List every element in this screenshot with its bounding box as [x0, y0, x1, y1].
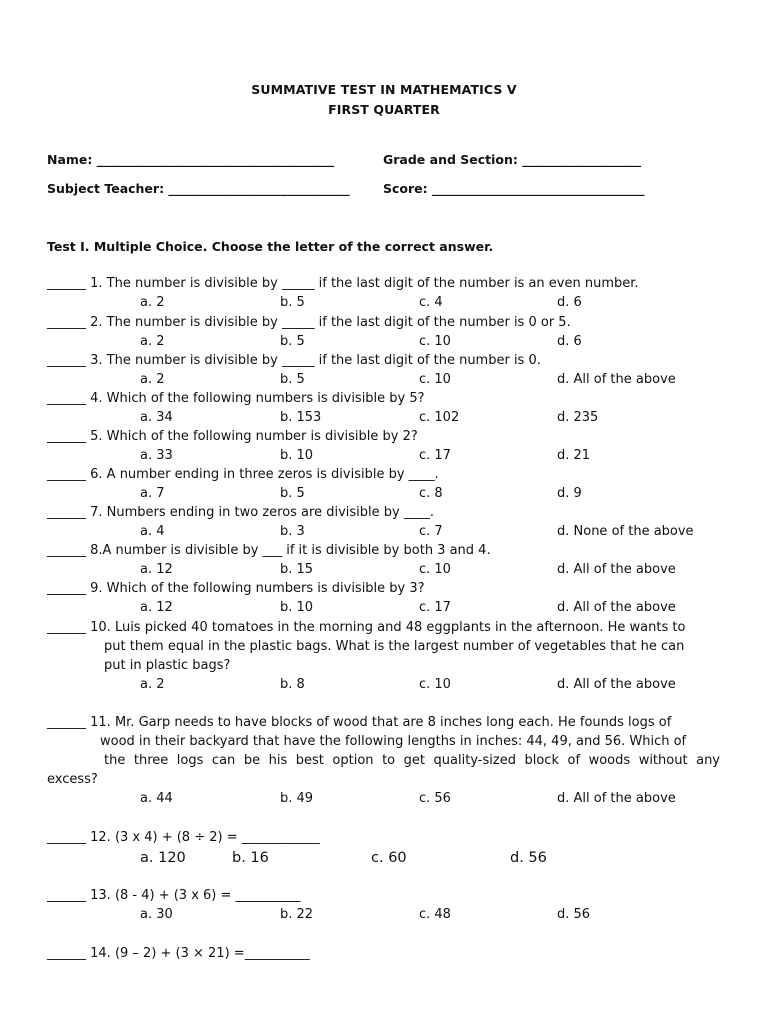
question-11-line-1: ______ 11. Mr. Garp needs to have blocks of wood that are 8 inches long each. He founds logs of	[47, 715, 672, 730]
question-10-line-2: put them equal in the plastic bags. What is the largest number of vegetables that he can	[104, 639, 685, 654]
q12-option-c: c. 60	[371, 850, 407, 866]
question-3: ______ 3. The number is divisible by _____ if the last digit of the number is 0.	[47, 353, 541, 368]
question-6: ______ 6. A number ending in three zeros is divisible by ____.	[47, 467, 439, 482]
test-title: SUMMATIVE TEST IN MATHEMATICS V	[251, 82, 517, 97]
q1-option-b: b. 5	[280, 295, 305, 310]
question-10-line-1: ______ 10. Luis picked 40 tomatoes in the morning and 48 eggplants in the afternoon. He wants to	[47, 620, 686, 635]
q11-option-c: c. 56	[419, 791, 451, 806]
question-8: ______ 8.A number is divisible by ___ if it is divisible by both 3 and 4.	[47, 543, 491, 558]
question-10-line-3: put in plastic bags?	[104, 658, 231, 673]
q2-option-b: b. 5	[280, 334, 305, 349]
q5-option-b: b. 10	[280, 448, 314, 463]
q10-option-b: b. 8	[280, 677, 305, 692]
q8-option-a: a. 12	[140, 562, 173, 577]
question-11-line-3: the three logs can be his best option to get quality-sized block of woods without any	[104, 753, 720, 768]
question-5: ______ 5. Which of the following number is divisible by 2?	[47, 429, 418, 444]
q2-option-c: c. 10	[419, 334, 451, 349]
q10-option-d: d. All of the above	[557, 677, 676, 692]
question-7: ______ 7. Numbers ending in two zeros are divisible by ____.	[47, 505, 434, 520]
q6-option-d: d. 9	[557, 486, 582, 501]
q3-option-b: b. 5	[280, 372, 305, 387]
test-subtitle: FIRST QUARTER	[328, 102, 440, 117]
q1-option-c: c. 4	[419, 295, 443, 310]
q10-option-c: c. 10	[419, 677, 451, 692]
question-11-line-4: excess?	[47, 772, 98, 787]
q12-option-b: b. 16	[232, 850, 269, 866]
q9-option-b: b. 10	[280, 600, 314, 615]
question-11-line-2: wood in their backyard that have the following lengths in inches: 44, 49, and 56. Which of	[100, 734, 687, 749]
q1-option-a: a. 2	[140, 295, 165, 310]
q9-option-a: a. 12	[140, 600, 173, 615]
question-14: ______ 14. (9 – 2) + (3 × 21) =__________	[47, 946, 310, 961]
question-2: ______ 2. The number is divisible by _____ if the last digit of the number is 0 or 5.	[47, 315, 571, 330]
q3-option-a: a. 2	[140, 372, 165, 387]
q9-option-c: c. 17	[419, 600, 451, 615]
question-4: ______ 4. Which of the following numbers is divisible by 5?	[47, 391, 425, 406]
q7-option-a: a. 4	[140, 524, 165, 539]
question-9: ______ 9. Which of the following numbers is divisible by 3?	[47, 581, 425, 596]
q6-option-a: a. 7	[140, 486, 165, 501]
question-1: ______ 1. The number is divisible by _____ if the last digit of the number is an even number.	[47, 276, 639, 291]
q1-option-d: d. 6	[557, 295, 582, 310]
q4-option-b: b. 153	[280, 410, 322, 425]
q8-option-b: b. 15	[280, 562, 314, 577]
subject-teacher-field: Subject Teacher: _____________________________	[47, 181, 350, 196]
q11-option-b: b. 49	[280, 791, 314, 806]
q5-option-c: c. 17	[419, 448, 451, 463]
q7-option-c: c. 7	[419, 524, 443, 539]
q12-option-d: d. 56	[510, 850, 547, 866]
q12-option-a: a. 120	[140, 850, 186, 866]
q3-option-c: c. 10	[419, 372, 451, 387]
q6-option-c: c. 8	[419, 486, 443, 501]
q13-option-c: c. 48	[419, 907, 451, 922]
q5-option-a: a. 33	[140, 448, 173, 463]
q7-option-b: b. 3	[280, 524, 305, 539]
q13-option-d: d. 56	[557, 907, 591, 922]
q2-option-a: a. 2	[140, 334, 165, 349]
q8-option-c: c. 10	[419, 562, 451, 577]
question-13: ______ 13. (8 - 4) + (3 x 6) = __________	[47, 888, 301, 903]
question-12: ______ 12. (3 x 4) + (8 ÷ 2) = ____________	[47, 830, 320, 845]
q11-option-d: d. All of the above	[557, 791, 676, 806]
q5-option-d: d. 21	[557, 448, 591, 463]
q13-option-a: a. 30	[140, 907, 173, 922]
q9-option-d: d. All of the above	[557, 600, 676, 615]
q7-option-d: d. None of the above	[557, 524, 694, 539]
q4-option-c: c. 102	[419, 410, 460, 425]
score-field: Score: __________________________________	[383, 181, 645, 196]
q11-option-a: a. 44	[140, 791, 173, 806]
grade-section-field: Grade and Section: ___________________	[383, 152, 642, 167]
q4-option-d: d. 235	[557, 410, 599, 425]
q6-option-b: b. 5	[280, 486, 305, 501]
name-field: Name: ______________________________________	[47, 152, 335, 167]
test1-instructions: Test I. Multiple Choice. Choose the letter of the correct answer.	[47, 239, 494, 254]
q4-option-a: a. 34	[140, 410, 173, 425]
q3-option-d: d. All of the above	[557, 372, 676, 387]
q10-option-a: a. 2	[140, 677, 165, 692]
q13-option-b: b. 22	[280, 907, 314, 922]
q8-option-d: d. All of the above	[557, 562, 676, 577]
q2-option-d: d. 6	[557, 334, 582, 349]
